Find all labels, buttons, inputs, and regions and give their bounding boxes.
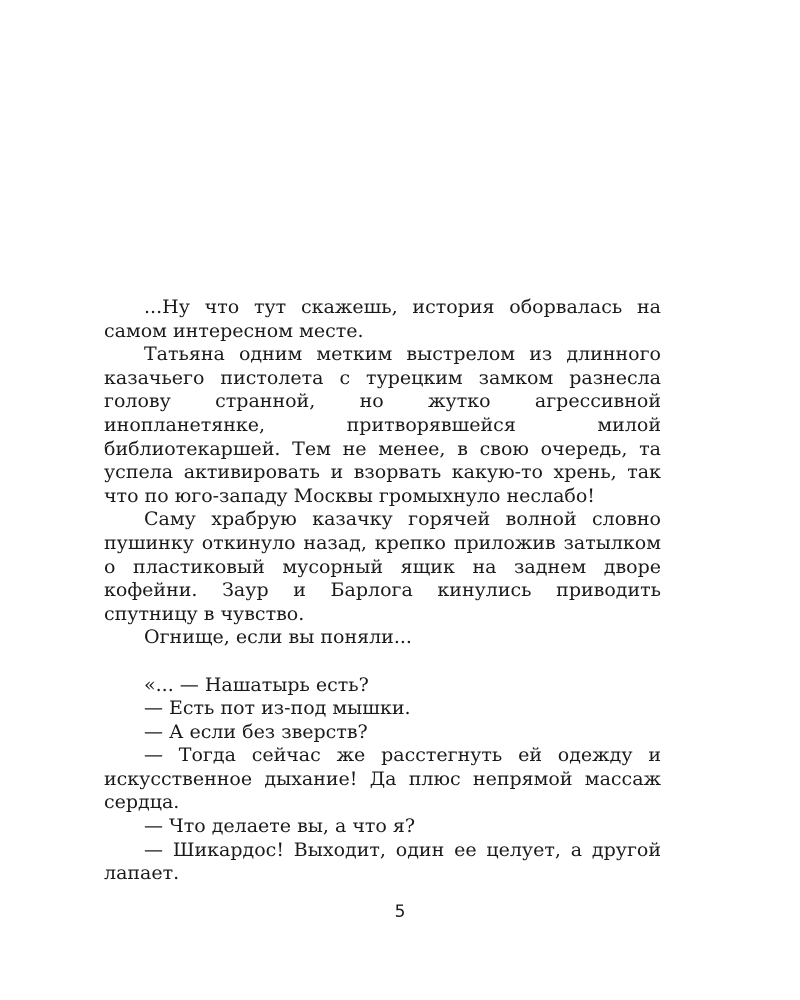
dialogue-line: — Что делаете вы, а что я? (144, 815, 416, 838)
paragraph: Огнище, если вы поняли... (144, 626, 412, 649)
paragraph: Саму храбрую казачку горячей волной словно пушинку откинуло назад, крепко приложив затылком о пластиковый мусорный ящик на заднем дворе кофейни. Заур и Барлога кинулись приводить спутницу в чувство. (104, 508, 661, 625)
dialogue-line: — Есть пот из-под мышки. (144, 697, 411, 720)
page-text (104, 296, 661, 886)
paragraph: ...Ну что тут скажешь, история оборвалась на самом интересном месте. (104, 296, 661, 342)
dialogue-line: — Тогда сейчас же расстегнуть ей одежду и искусственное дыхание! Да плюс непрямой массаж сердца. (104, 744, 661, 814)
page-number: 5 (394, 902, 406, 922)
dialogue-line: — А если без зверств? (144, 720, 368, 743)
paragraph: Татьяна одним метким выстрелом из длинного казачьего пистолета с турецким замком разнесла голову странной, но жутко агрессивной инопланетянке, притворявшейся милой библиотекаршей. Тем не менее, в свою очередь, та успела активировать и взорвать какую-то хрень, так что по юго-западу Москвы громыхнуло неслабо! (104, 343, 661, 507)
dialogue-line: — Шикардос! Выходит, один ее целует, а другой лапает. (104, 838, 661, 885)
dialogue-line: «... — Нашатырь есть? (144, 673, 369, 696)
